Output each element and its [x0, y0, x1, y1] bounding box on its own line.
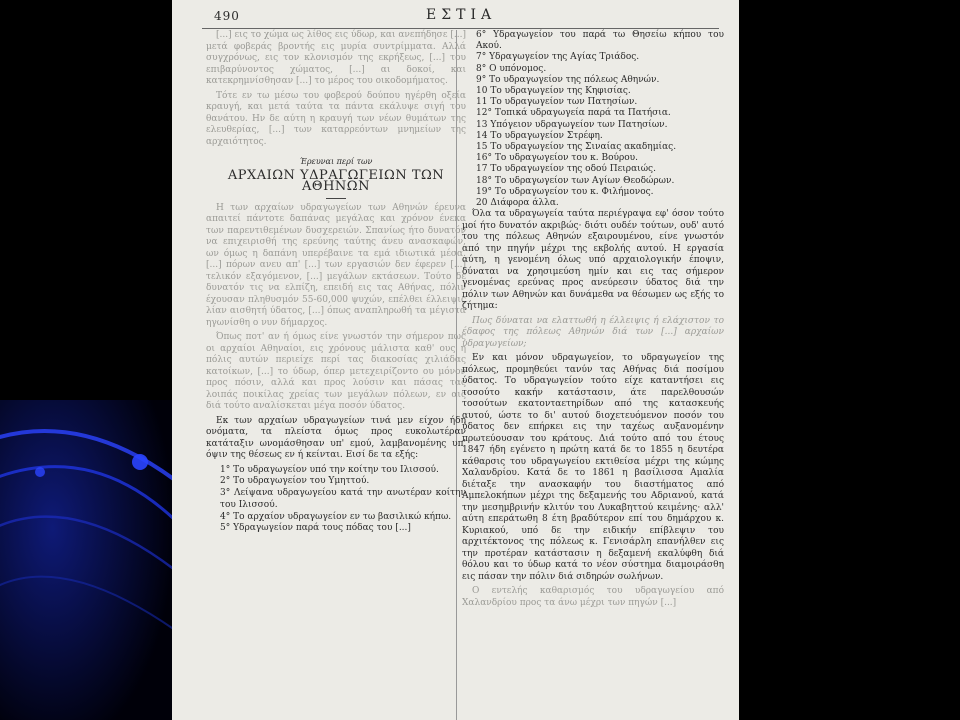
running-head: ΕΣΤΙΑ — [426, 7, 497, 23]
paragraph: Εν και μόνον υδραγωγείον, το υδραγωγείον της πόλεως, προμηθεύει τανύν τας Αθήνας διά ποσίμου ύδατος. Το υδραγωγείον τούτο είχε καταντήσει εις τοσούτο κακήν κατάστασιν, άτε παρελθουσών τοσούτων εκατονταετηρίδων από της κατασκευής αυτού, ώστε το δι' αυτού διοχετευόμενον ποσόν του ύδατος δεν επήρκει εις την ταχέως αυξανομένην πρωτεύουσαν του κράτους. Διά τούτο από του έτους 1847 ήδη εγένετο η πρώτη κατά δε το 1855 η δευτέρα κάθαρσις του υδραγωγείου εκτιθείσα μέχρι της κώμης Χαλανδρίου. Κατά δε το 1861 η βασίλισσα Αμαλία διέταξε την ανασκαφήν του διαστήματος από Αμπελοκήπων μέχρι της δεξαμενής του Αδριανού, κατά την μεσημβρινήν κλιτύν του Λυκαβηττού κειμένης· αλλ' αύτη επεράτωθη 8 έτη βραδύτερον επί του δημάρχου κ. Κυριακού, υπό δε την ειδικήν επίβλεψιν του αρχιτέκτονος της πόλεως κ. Γενισάρλη επανήλθεν εις την προτέραν κατάστασιν η δεξαμενή εκαλύφθη διά θόλου και το ύδωρ κατά το νέον σύστημα διαμοιράσθη εις πάσαν την πόλιν διά σιδηρών σωλήνων. — [462, 353, 724, 582]
header-rule — [202, 28, 719, 29]
scanned-page — [172, 0, 739, 720]
paragraph: Εκ των αρχαίων υδραγωγείων τινά μεν είχον ήδη ονόματα, τα πλείστα όμως προς ευκολωτέραν κατάταξιν ωνομάσθησαν υπ' εμού, λαμβανομένης υπ' όψιν της θέσεως εν ή κείνται. Εισί δε τα εξής: — [206, 415, 466, 460]
list-item: 13 Υπόγειον υδραγωγείον των Πατησίων. — [476, 119, 668, 130]
list-item: 8° Ο υπόνομος. — [476, 63, 547, 74]
list-item: 16° Το υδραγωγείον του κ. Βούρου. — [476, 153, 639, 164]
list-item: 15 Το υδραγωγείον της Σιναίας ακαδημίας. — [476, 142, 677, 153]
list-item: 1° Το υδραγωγείον υπό την κοίτην του Ιλισσού. — [220, 464, 439, 475]
paragraph: Τότε εν τω μέσω του φοβερού δούπου ηγέρθη οξεία κραυγή, και μετά ταύτα τα πάντα εκάλυψε σιγή του θανάτου. Ην δε αύτη η κραυγή των νέων θυμάτων της ελευθερίας, [...] των καταρρεόντων μνημείων της αρχαιότητος. — [206, 90, 466, 147]
list-item: 18° Το υδραγωγείον των Αγίων Θεοδώρων. — [476, 175, 675, 186]
paragraph: [...] εις το χώμα ως λίθος εις ύδωρ, και ανεπήδησε [...] μετά φοβεράς βροντής εις μυρία συντρίμματα. Αλλά συγχρόνως, εις τον κλονισμόν της εκρήξεως, [...] του επιβαρύνοντος χώματος, [...] αι δοκοί, και κατεκρημνίσθησαν [...] το μέρος του οικοδομήματος. — [206, 30, 466, 86]
list-item: 17 Το υδραγωγείον της οδού Πειραιώς. — [476, 164, 656, 175]
list-item: 3° Λείψανα υδραγωγείου κατά την ανωτέραν κοίτην του Ιλισσού. — [220, 488, 466, 510]
decorative-swirl — [0, 400, 175, 720]
question-paragraph: Πως δύναται να ελαττωθή η έλλειψις ή ελάχιστον το έδαφος της πόλεως Αθηνών διά των [...] αρχαίων υδραγωγείων; — [462, 315, 724, 349]
list-item: 7° Υδραγωγείον της Αγίας Τριάδος. — [476, 52, 640, 63]
list-item: 4° Το αρχαίον υδραγωγείον εν τω βασιλικώ κήπω. — [220, 511, 452, 522]
list-item: 11 Το υδραγωγείον των Πατησίων. — [476, 97, 638, 108]
list-item: 6° Υδραγωγείον του παρά τω Θησείω κήπου του Ακού. — [476, 30, 724, 52]
right-column — [462, 30, 724, 612]
list-item: 5° Υδραγωγείον παρά τους πόδας του [...] — [220, 523, 411, 534]
paragraph: Όλα τα υδραγωγεία ταύτα περιέγραψα εφ' όσον τούτο μοί ήτο δυνατόν ακριβώς· διότι ουδέν τούτων, ουδ' αυτό του της πόλεως Αθηνών εξαιρουμένου, είνε γνωστόν από την πηγήν μέχρι της εκβολής αυτού. Η εργασία αύτη, η γενομένη όλως υπό αρχαιολογικήν έποψιν, δύναται να χρησιμεύση ημίν και εις τας σήμερον γενομένας ερεύνας προς ανεύρεσιν ύδατος διά την πόλιν των Αθηνών και δυνάμεθα να θέσωμεν ως εξής το ζήτημα: — [462, 209, 724, 312]
paragraph: Όπως ποτ' αν ή όμως είνε γνωστόν την σήμερον πως οι αρχαίοι Αθηναίοι, εις χρόνους μάλιστα καθ' ους η πόλις αυτών περιείχε περί τας διακοσίας χιλιάδας κατοίκων, [...] το ύδωρ, όπερ μετεχειρίζοντο ου μόνον προς πόσιν, αλλά και προς λούσιν και πάσας τας λοιπάς ποικίλας χρείας των μεγάλων πόλεων, εν αις διά τούτο αναλίσκεται μέγα ποσόν ύδατος. — [206, 332, 466, 411]
paragraph: Η των αρχαίων υδραγωγείων των Αθηνών έρευνα απαιτεί πάντοτε δαπάνας μεγάλας και χρόνον ένεκα των παρεντιθεμένων δυσχερειών. Σπανίως ήτο δυνατόν να επιχειρισθή της ερεύνης ταύτης άνευ ανασκαφών, ων όμως η δαπάνη υπερέβαινε τα εμά ιδιωτικά μέσα. [...] πόρων ανευ απ' [...] των εργασιών δεν έφερεν [...] τελικόν εξαγόμενον, [...] μεγάλων εκτάσεων. Τούτο δε δυνατόν τις να ελπίζη, επειδή εις τας Αθήνας, πόλιν έχουσαν πληθυσμόν 55-60,000 ψυχών, επέλθει έλλειψις λίαν αισθητή ύδατος, [...] όπως αναπληρωθή τα μέγιστα ηγωνίσθη ο νυν δήμαρχος. — [206, 202, 466, 328]
list-item: 9° Το υδραγωγείον της πόλεως Αθηνών. — [476, 74, 660, 85]
article-title: ΑΡΧΑΙΩΝ ΥΔΡΑΓΩΓΕΙΩΝ ΤΩΝ ΑΘΗΝΩΝ — [227, 167, 445, 194]
article-subtitle: Έρευναι περί των — [299, 157, 373, 166]
article-heading — [206, 156, 466, 199]
list-item: 2° Το υδραγωγείον του Υμηττού. — [220, 476, 370, 487]
paragraph: Ο εντελής καθαρισμός του υδραγωγείου από Χαλανδρίου προς τα άνω μέχρι των πηγών [...] — [462, 586, 724, 608]
page-number: 490 — [214, 9, 240, 23]
list-item: 19° Το υδραγωγείον του κ. Φιλήμονος. — [476, 186, 654, 197]
aqueduct-list-continued — [462, 30, 724, 209]
page-header — [172, 4, 739, 28]
title-rule — [326, 198, 346, 199]
list-item: 12° Τοπικά υδραγωγεία παρά τα Πατήσια. — [476, 108, 671, 119]
list-item: 10 Το υδραγωγείον της Κηφισίας. — [476, 86, 631, 97]
left-column — [206, 30, 466, 535]
list-item: 14 Το υδραγωγείον Στρέφη. — [476, 130, 603, 141]
list-item: 20 Διάφορα άλλα. — [476, 198, 559, 209]
aqueduct-list — [206, 465, 466, 536]
